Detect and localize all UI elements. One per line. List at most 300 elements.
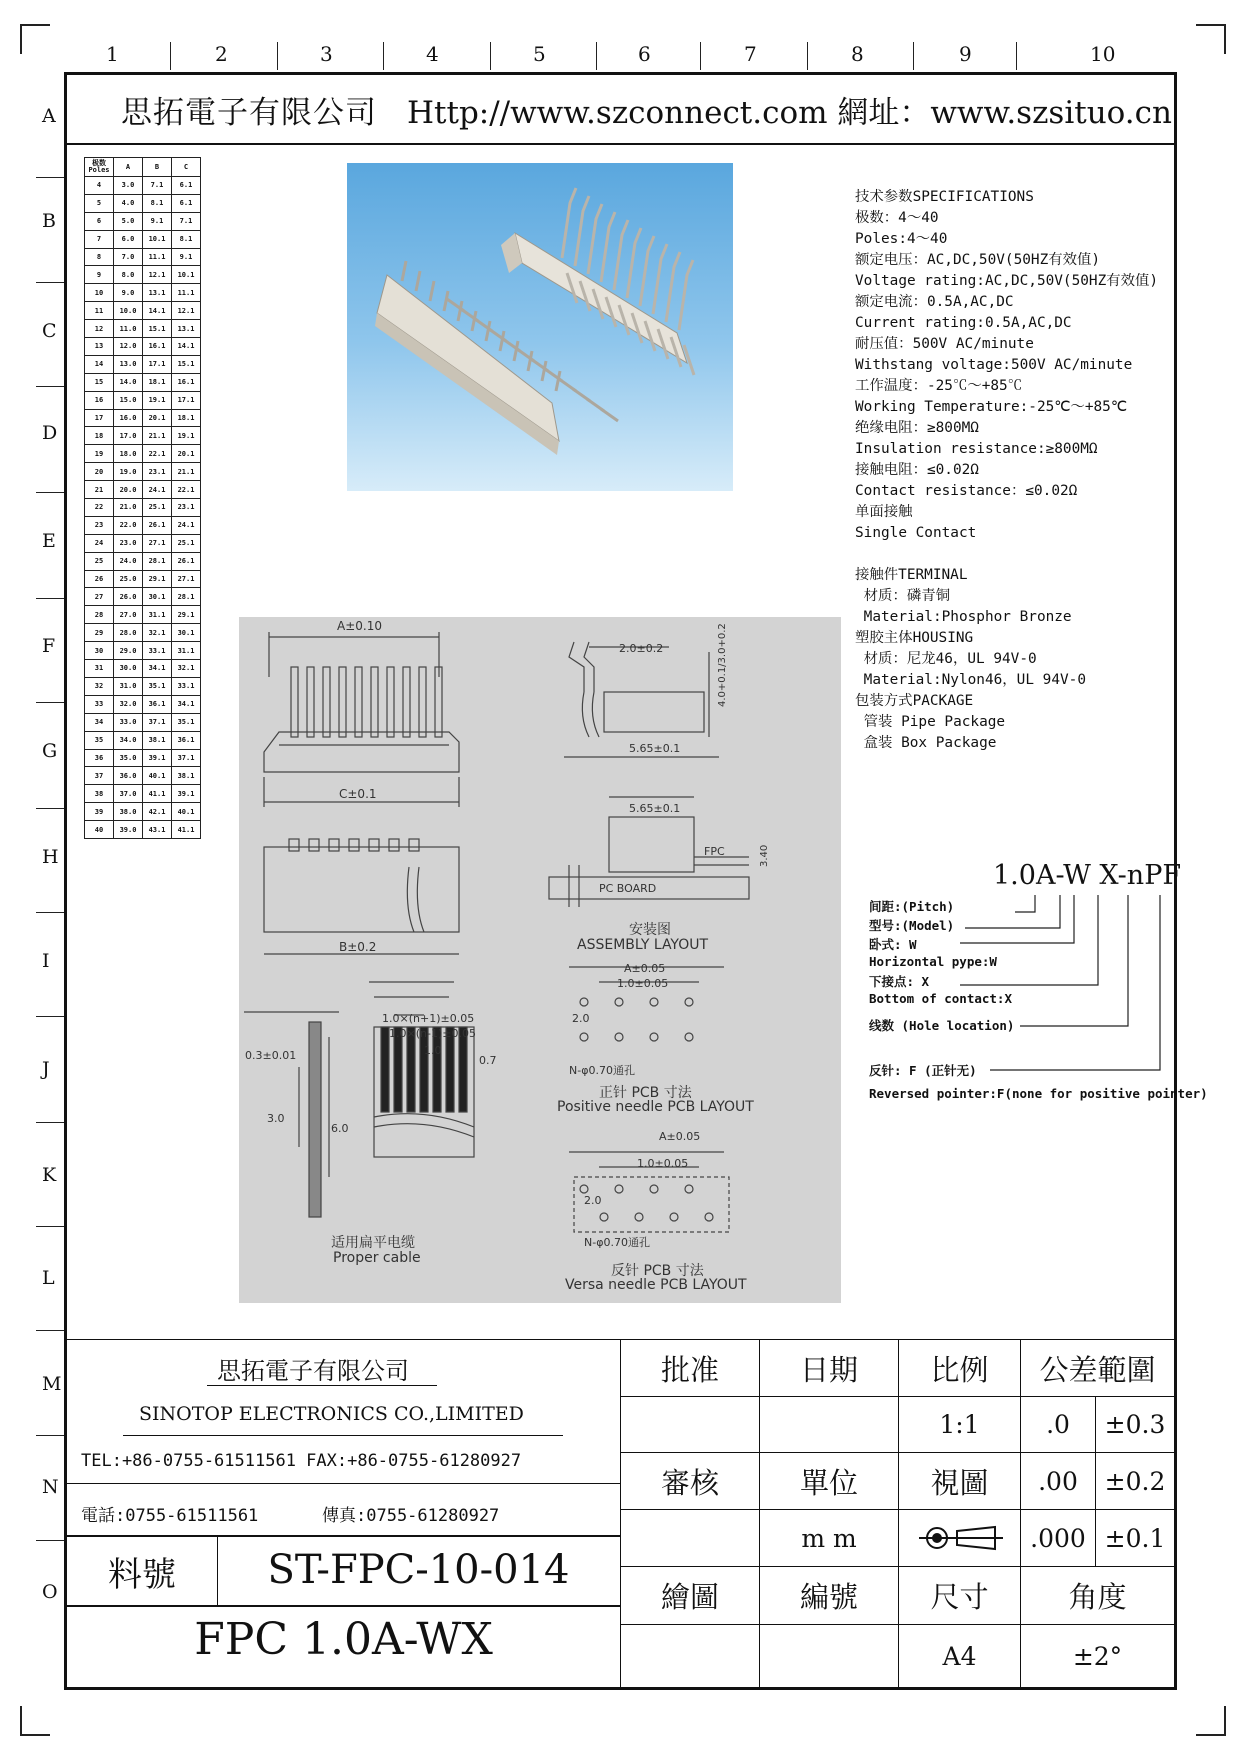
row-letter: J: [42, 1058, 50, 1080]
pole-table-cell: 29.1: [172, 606, 201, 624]
title-block-cell: [620, 1396, 759, 1452]
pole-table-row: [85, 588, 201, 606]
dim-340: 3.40: [759, 844, 770, 867]
title-block-cell: 視圖: [898, 1452, 1020, 1509]
dim-565-a: 5.65±0.1: [629, 742, 681, 755]
title-block-cell: ±0.2: [1095, 1452, 1174, 1509]
pole-table-cell: 36.1: [172, 731, 201, 749]
row-divider: [36, 808, 64, 809]
pole-table-cell: 14.1: [143, 302, 172, 320]
spec-line: 盒装 Box Package: [855, 735, 997, 751]
pole-table-cell: 27.1: [172, 570, 201, 588]
pole-table-cell: 13.0: [114, 355, 143, 373]
pole-table-cell: 25.1: [172, 534, 201, 552]
pole-table-cell: 35.1: [172, 713, 201, 731]
pole-table-cell: 17.1: [143, 355, 172, 373]
pole-table-cell: 7.0: [114, 248, 143, 266]
pole-table-cell: 40.1: [143, 767, 172, 785]
column-number: 5: [533, 42, 546, 66]
title-block-cell: [620, 1624, 759, 1687]
pole-table-cell: 12: [85, 320, 114, 338]
pcb1-cn: 正针 PCB 寸法: [599, 1085, 692, 1101]
column-number: 10: [1090, 42, 1116, 66]
pole-table-cell: 36.1: [143, 695, 172, 713]
pole-table-cell: 29: [85, 624, 114, 642]
column-number: 8: [851, 42, 864, 66]
pcb2-en: Versa needle PCB LAYOUT: [565, 1277, 747, 1293]
pole-table-cell: 17.1: [172, 391, 201, 409]
pole-table-cell: 8.0: [114, 266, 143, 284]
spec-line: 额定电流：0.5A,AC,DC: [855, 294, 1014, 310]
pole-table-cell: 6.1: [172, 177, 201, 195]
header-company: 思拓電子有限公司: [121, 94, 377, 131]
pole-table-row: [85, 624, 201, 642]
title-block-cell: ±0.1: [1095, 1509, 1174, 1566]
pole-table-cell: 34: [85, 713, 114, 731]
pole-table-row: [85, 212, 201, 230]
column-divider: [1016, 42, 1017, 70]
pole-table-cell: 39: [85, 803, 114, 821]
dim-a: A±0.10: [337, 619, 382, 633]
pole-table-cell: 7.1: [172, 212, 201, 230]
pole-table-cell: 21.1: [172, 463, 201, 481]
tb-fax: 傳真:0755-61280927: [322, 1506, 500, 1526]
pole-table-header: A: [114, 158, 143, 177]
spec-line: 材质：磷青铜: [855, 588, 951, 604]
row-divider: [36, 386, 64, 387]
pole-table-row: [85, 695, 201, 713]
column-divider: [700, 42, 701, 70]
column-divider: [277, 42, 278, 70]
pole-table-cell: 38: [85, 785, 114, 803]
pole-table-row: [85, 391, 201, 409]
title-block-cell: 公差範圍: [1020, 1339, 1174, 1396]
pole-table-cell: 12.1: [172, 302, 201, 320]
spec-line: 额定电压：AC,DC,50V(50HZ有效值): [855, 252, 1101, 268]
pole-table: [84, 157, 201, 839]
drawing-lines: [239, 617, 841, 1303]
row-divider: [36, 177, 64, 178]
pole-table-cell: 18.1: [143, 373, 172, 391]
pole-table-cell: 13.1: [143, 284, 172, 302]
pole-table-row: [85, 570, 201, 588]
pole-table-row: [85, 803, 201, 821]
pole-table-cell: 20.0: [114, 481, 143, 499]
spec-line: 工作温度：-25℃～+85℃: [855, 378, 1023, 394]
column-divider: [383, 42, 384, 70]
pole-table-cell: 21.0: [114, 499, 143, 517]
column-number: 4: [426, 42, 439, 66]
pole-table-cell: 4: [85, 177, 114, 195]
row-letter: K: [42, 1164, 57, 1186]
part-code-leaders: [960, 890, 1170, 1080]
pole-table-cell: 26.0: [114, 588, 143, 606]
pole-table-row: [85, 409, 201, 427]
pole-table-cell: 37.1: [143, 713, 172, 731]
connector-photo-illustration: [347, 163, 733, 491]
pole-table-cell: 36: [85, 749, 114, 767]
tb-company-en: SINOTOP ELECTRONICS CO.,LIMITED: [139, 1403, 524, 1425]
spec-line: Poles:4～40: [855, 231, 948, 247]
pole-table-row: [85, 284, 201, 302]
pole-table-cell: 10.0: [114, 302, 143, 320]
row-letter: G: [42, 740, 58, 762]
pole-table-cell: 27.1: [143, 534, 172, 552]
title-block-cell: .000: [1020, 1509, 1095, 1566]
column-divider: [490, 42, 491, 70]
fpc-label: FPC: [704, 845, 725, 858]
cable-en: Proper cable: [333, 1250, 421, 1266]
spec-line: 接触件TERMINAL: [855, 567, 968, 583]
title-block-cell: [620, 1509, 759, 1566]
pole-table-cell: 11.1: [143, 248, 172, 266]
pole-table-cell: 12.1: [143, 266, 172, 284]
title-block-cell: [898, 1509, 1020, 1566]
pole-table-row: [85, 302, 201, 320]
title-block-cell: 審核: [620, 1452, 759, 1509]
pole-table-cell: 5: [85, 194, 114, 212]
cable-cn: 适用扁平电缆: [331, 1235, 415, 1251]
pole-table-cell: 40: [85, 821, 114, 839]
pole-table-cell: 25.1: [143, 499, 172, 517]
pole-table-row: [85, 749, 201, 767]
pole-table-cell: 25.0: [114, 570, 143, 588]
spec-line: Current rating:0.5A,AC,DC: [855, 315, 1072, 331]
pole-table-cell: 9.1: [172, 248, 201, 266]
pole-table-row: [85, 677, 201, 695]
pole-table-cell: 15.0: [114, 391, 143, 409]
column-divider: [807, 42, 808, 70]
pole-table-cell: 19.1: [172, 427, 201, 445]
pole-table-row: [85, 516, 201, 534]
pole-table-row: [85, 821, 201, 839]
pole-table-row: [85, 660, 201, 678]
pole-table-row: [85, 177, 201, 195]
spec-line: Single Contact: [855, 525, 977, 541]
spec-line: Working Temperature:-25℃～+85℃: [855, 399, 1127, 415]
row-letter: I: [42, 950, 50, 972]
column-number: 1: [106, 42, 119, 66]
pole-table-cell: 37: [85, 767, 114, 785]
pole-table-cell: 8.1: [172, 230, 201, 248]
row-letter: N: [42, 1476, 59, 1498]
header-url[interactable]: Http://www.szconnect.com 網址：www.szsituo.cn: [407, 94, 1172, 131]
part-code-legend-item: 间距:(Pitch): [869, 899, 955, 914]
pole-table-cell: 10: [85, 284, 114, 302]
tb-phone: 電話:0755-61511561: [81, 1506, 259, 1526]
pole-table-cell: 19: [85, 445, 114, 463]
tb-part-no: ST-FPC-10-014: [267, 1547, 570, 1593]
pole-table-row: [85, 481, 201, 499]
pole-table-row: [85, 248, 201, 266]
title-block-left: [67, 1339, 620, 1687]
title-block-cell: m m: [759, 1509, 898, 1566]
tb-tel-fax: TEL:+86-0755-61511561 FAX:+86-0755-61280927: [81, 1451, 522, 1471]
row-divider: [36, 1016, 64, 1017]
pole-table-header: B: [143, 158, 172, 177]
pole-table-row: [85, 731, 201, 749]
pole-table-cell: 21: [85, 481, 114, 499]
pole-table-cell: 26.1: [172, 552, 201, 570]
spec-line: Contact resistance：≤0.02Ω: [855, 483, 1078, 499]
pole-table-cell: 29.0: [114, 642, 143, 660]
pole-table-cell: 6: [85, 212, 114, 230]
part-code: 1.0A-W X-nPF: [993, 860, 1182, 891]
part-code-legend-item: Horizontal pype:W: [869, 954, 997, 969]
pole-table-cell: 33.1: [143, 642, 172, 660]
row-letter: A: [42, 105, 56, 127]
pole-table-cell: 17: [85, 409, 114, 427]
part-code-legend-item: 线数 (Hole location): [869, 1018, 1015, 1033]
title-block-cell: .0: [1020, 1396, 1095, 1452]
pole-table-cell: 38.0: [114, 803, 143, 821]
pole-table-cell: 20: [85, 463, 114, 481]
title-block-cell: 繪圖: [620, 1566, 759, 1624]
pole-table-cell: 16.0: [114, 409, 143, 427]
dim-565-b: 5.65±0.1: [629, 802, 681, 815]
pole-table-cell: 38.1: [143, 731, 172, 749]
spec-line: 管装 Pipe Package: [855, 714, 1006, 730]
pcb2-a: A±0.05: [659, 1130, 701, 1143]
spec-line: 技术参数SPECIFICATIONS: [855, 189, 1034, 205]
pole-table-cell: 18.1: [172, 409, 201, 427]
pole-table-cell: 10.1: [143, 230, 172, 248]
row-letter: D: [42, 422, 58, 444]
row-divider: [36, 1435, 64, 1436]
pole-table-cell: 26.1: [143, 516, 172, 534]
pole-table-cell: 20.1: [143, 409, 172, 427]
row-letter: F: [42, 635, 56, 657]
spec-line: 包装方式PACKAGE: [855, 693, 974, 709]
pole-table-row: [85, 427, 201, 445]
column-number: 3: [320, 42, 333, 66]
row-letter: B: [42, 210, 56, 232]
spec-line: Voltage rating:AC,DC,50V(50HZ有效值): [855, 273, 1159, 289]
pole-table-cell: 30: [85, 642, 114, 660]
pole-table-cell: 6.0: [114, 230, 143, 248]
row-divider: [36, 598, 64, 599]
pcb1-v: 2.0: [572, 1012, 590, 1025]
pole-table-cell: 14.0: [114, 373, 143, 391]
pole-table-cell: 14: [85, 355, 114, 373]
pole-table-cell: 37.1: [172, 749, 201, 767]
pole-table-cell: 39.1: [172, 785, 201, 803]
pole-table-cell: 17.0: [114, 427, 143, 445]
pole-table-cell: 15: [85, 373, 114, 391]
spec-line: Withstang voltage:500V AC/minute: [855, 357, 1133, 373]
pole-table-cell: 11.0: [114, 320, 143, 338]
pole-table-cell: 36.0: [114, 767, 143, 785]
pole-table-cell: 30.1: [143, 588, 172, 606]
pole-table-row: [85, 552, 201, 570]
pole-table-cell: 13.1: [172, 320, 201, 338]
crop-mark-top-right: [1196, 24, 1226, 54]
header: [67, 75, 1174, 145]
pole-table-cell: 31: [85, 660, 114, 678]
pole-table-cell: 35.1: [143, 677, 172, 695]
title-block-cell: 角度: [1020, 1566, 1174, 1624]
pole-table-cell: 22.1: [143, 445, 172, 463]
title-block-cell: [759, 1624, 898, 1687]
pole-table-row: [85, 373, 201, 391]
column-number: 2: [215, 42, 228, 66]
pole-table-cell: 43.1: [143, 821, 172, 839]
pole-table-cell: 11: [85, 302, 114, 320]
column-divider: [170, 42, 171, 70]
pole-table-cell: 19.1: [143, 391, 172, 409]
pole-table-cell: 29.1: [143, 570, 172, 588]
spec-line: Material:Phosphor Bronze: [855, 609, 1072, 625]
pole-table-cell: 22: [85, 499, 114, 517]
row-divider: [36, 282, 64, 283]
pole-table-row: [85, 713, 201, 731]
pole-table-cell: 7.1: [143, 177, 172, 195]
pcb1-en: Positive needle PCB LAYOUT: [557, 1099, 754, 1115]
spec-line: 耐压值：500V AC/minute: [855, 336, 1034, 352]
pole-table-cell: 41.1: [172, 821, 201, 839]
column-divider: [596, 42, 597, 70]
pole-table-cell: 15.1: [143, 320, 172, 338]
pole-table-cell: 11.1: [172, 284, 201, 302]
pole-table-row: [85, 266, 201, 284]
part-code-legend-item: 下接点: X: [869, 974, 930, 989]
pole-table-cell: 35: [85, 731, 114, 749]
row-letter: E: [42, 530, 56, 552]
pole-table-cell: 30.1: [172, 624, 201, 642]
assembly-cn: 安装图: [629, 922, 671, 938]
pole-table-cell: 8: [85, 248, 114, 266]
pole-table-row: [85, 355, 201, 373]
row-divider: [36, 1330, 64, 1331]
pole-table-cell: 39.1: [143, 749, 172, 767]
cable-thickness: 0.3±0.01: [245, 1049, 297, 1062]
pole-table-cell: 39.0: [114, 821, 143, 839]
pole-table-cell: 32.1: [143, 624, 172, 642]
pole-table-row: [85, 767, 201, 785]
row-divider: [36, 1540, 64, 1541]
pole-table-cell: 7: [85, 230, 114, 248]
pole-table-row: [85, 785, 201, 803]
column-number: 9: [959, 42, 972, 66]
spec-line: 接触电阻：≤0.02Ω: [855, 462, 979, 478]
dim-side: 4.0+0.1/3.0+0.2: [717, 623, 728, 707]
pole-table-cell: 10.1: [172, 266, 201, 284]
pole-table-cell: 23: [85, 516, 114, 534]
row-letter: L: [42, 1267, 55, 1289]
spec-line: [855, 544, 1158, 565]
pcb2-hole: N-φ0.70通孔: [584, 1236, 650, 1249]
pole-table-row: [85, 338, 201, 356]
pole-table-cell: 33: [85, 695, 114, 713]
row-letter: H: [42, 846, 59, 868]
pole-table-cell: 3.0: [114, 177, 143, 195]
pole-table-header: 极数 Poles: [85, 158, 114, 177]
pole-table-cell: 33.0: [114, 713, 143, 731]
pole-table-row: [85, 606, 201, 624]
pole-table-cell: 18: [85, 427, 114, 445]
pole-table-cell: 16.1: [143, 338, 172, 356]
pole-table-cell: 16: [85, 391, 114, 409]
pole-table-cell: 23.1: [143, 463, 172, 481]
spec-line: 塑胶主体HOUSING: [855, 630, 974, 646]
pole-table-cell: 28.0: [114, 624, 143, 642]
assembly-en: ASSEMBLY LAYOUT: [577, 937, 709, 953]
part-code-legend-item: Bottom of contact:X: [869, 991, 1012, 1006]
pole-table-row: [85, 642, 201, 660]
cable-width-1: 1.0×(n+1)±0.05: [382, 1012, 475, 1025]
projection-symbol-icon: [915, 1523, 1005, 1553]
pole-table-cell: 32: [85, 677, 114, 695]
row-divider: [36, 702, 64, 703]
pole-table-header: C: [172, 158, 201, 177]
pole-table-cell: 27: [85, 588, 114, 606]
pole-table-cell: 24.1: [143, 481, 172, 499]
pole-table-cell: 15.1: [172, 355, 201, 373]
specifications: [855, 187, 1158, 754]
title-block-cell: [759, 1396, 898, 1452]
cable-6: 6.0: [331, 1122, 349, 1135]
row-letter: O: [42, 1581, 58, 1603]
product-photo: [347, 163, 733, 491]
pole-table-cell: 6.1: [172, 194, 201, 212]
pole-table-cell: 28.1: [143, 552, 172, 570]
pole-table-cell: 9: [85, 266, 114, 284]
crop-mark-bottom-right: [1196, 1706, 1226, 1736]
part-code-legend-item: 反针: F (正针无): [869, 1063, 977, 1078]
title-block-cell: 單位: [759, 1452, 898, 1509]
pole-table-cell: 26: [85, 570, 114, 588]
cable-07: 0.7: [479, 1054, 497, 1067]
pole-table-cell: 21.1: [143, 427, 172, 445]
pole-table-cell: 24.0: [114, 552, 143, 570]
spec-line: Material:Nylon46，UL 94V-0: [855, 672, 1086, 688]
technical-drawing: [239, 617, 841, 1303]
pcb2-v: 2.0: [584, 1194, 602, 1207]
pole-table-cell: 18.0: [114, 445, 143, 463]
pole-table-cell: 34.0: [114, 731, 143, 749]
cable-3: 3.0: [267, 1112, 285, 1125]
pcb2-cn: 反针 PCB 寸法: [611, 1263, 704, 1279]
pole-table-row: [85, 230, 201, 248]
part-code-legend-item: 型号:(Model): [869, 918, 955, 933]
pole-table-cell: 13: [85, 338, 114, 356]
pole-table-cell: 33.1: [172, 677, 201, 695]
pole-table-cell: 38.1: [172, 767, 201, 785]
spec-line: 单面接触: [855, 504, 913, 520]
column-number: 6: [638, 42, 651, 66]
pole-table-cell: 35.0: [114, 749, 143, 767]
pole-table-row: [85, 320, 201, 338]
pole-table-cell: 31.1: [172, 642, 201, 660]
pole-table-cell: 5.0: [114, 212, 143, 230]
pole-table-cell: 41.1: [143, 785, 172, 803]
spec-line: Insulation resistance:≥800MΩ: [855, 441, 1098, 457]
cable-pitch: 1.0: [424, 1044, 442, 1057]
pole-table-cell: 34.1: [172, 695, 201, 713]
pcb2-pitch: 1.0±0.05: [637, 1157, 689, 1170]
pcb1-pitch: 1.0±0.05: [617, 977, 669, 990]
pole-table-cell: 31.1: [143, 606, 172, 624]
pole-table-cell: 14.1: [172, 338, 201, 356]
pole-table-cell: 23.1: [172, 499, 201, 517]
pole-table-cell: 40.1: [172, 803, 201, 821]
pole-table-cell: 24: [85, 534, 114, 552]
title-block-cell: 批准: [620, 1339, 759, 1396]
title-block-cell: 比例: [898, 1339, 1020, 1396]
pole-table-row: [85, 534, 201, 552]
column-number: 7: [744, 42, 757, 66]
title-block-cell: ±0.3: [1095, 1396, 1174, 1452]
